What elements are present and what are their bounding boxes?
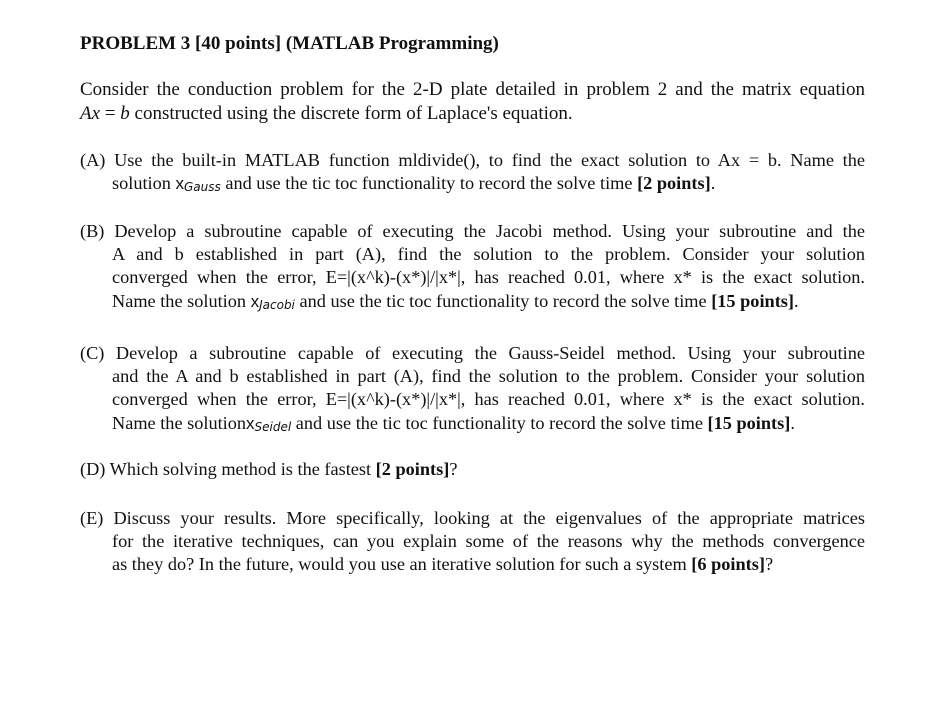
part-b-line-2: A and b established in part (A), find the solution to the problem. Consider your solution [112,244,865,265]
part-a-line-2 [80,172,865,199]
part-a-line-1: (A) Use the built-in MATLAB function mldivide(), to find the exact solution to Ax = b. Name the [80,150,865,170]
part-a-end: . [710,173,716,194]
part-c [80,342,865,439]
var-x-jacobi-subscript: Jacobi [259,297,295,312]
var-x-gauss-subscript: Gauss [184,180,221,195]
part-e-line-1: (E) Discuss your results. More specifically, looking at the eigenvalues of the appropriate matrices [80,508,865,528]
math-equals: = [100,102,121,124]
part-a-points: [2 points] [637,173,711,194]
math-ax: Ax [80,102,101,124]
var-x-gauss: x [175,174,184,194]
part-e-points: [6 points] [691,554,765,575]
part-d-end: ? [449,459,458,479]
part-c-line-4 [80,412,865,439]
part-c-line-4-text: and use the tic toc functionality to record the solve time [291,412,708,433]
intro-line-1: Consider the conduction problem for the 2-D plate detailed in problem 2 and the matrix equation [80,79,865,100]
intro-line-2 [80,102,865,126]
part-b [80,220,865,317]
part-d-line-1 [80,458,865,481]
var-x-seidel-subscript: Seidel [254,419,292,434]
part-c-points: [15 points] [707,412,791,433]
part-e-line-2: for the iterative techniques, can you explain some of the reasons why the methods convergence [112,531,865,552]
part-c-end: . [790,412,795,433]
part-c-line-1: (C) Develop a subroutine capable of executing the Gauss-Seidel method. Using your subroutine [80,343,865,363]
part-c-line-3: converged when the error, E=|(x^k)-(x*)|/|x*|, has reached 0.01, where x* is the exact solution. [112,389,865,410]
part-a [80,149,865,199]
part-b-line-4-text: and use the tic toc functionality to record the solve time [294,290,712,311]
part-b-line-1: (B) Develop a subroutine capable of executing the Jacobi method. Using your subroutine and the [80,221,865,241]
var-x-jacobi: x [250,291,260,311]
part-e-line-3 [80,553,865,576]
part-e-end: ? [764,554,774,575]
var-x-seidel: x [246,413,255,433]
part-c-line-2: and the A and b established in part (A), find the solution to the problem. Consider your solution [112,366,865,387]
part-e-question: as they do? In the future, would you use an iterative solution for such a system [112,554,692,575]
part-e [80,507,865,577]
problem-title: PROBLEM 3 [40 points] (MATLAB Programming) [80,33,499,54]
math-b: b [120,102,130,124]
intro-line-2-text: constructed using the discrete form of Laplace's equation. [129,102,573,124]
part-a-line-2-text: and use the tic toc functionality to record the solve time [220,173,638,194]
part-d [80,458,865,481]
part-b-points: [15 points] [711,290,794,311]
intro-paragraph [80,78,865,125]
part-d-question: (D) Which solving method is the fastest [80,459,376,479]
part-b-line-4 [80,290,865,317]
part-d-points: [2 points] [375,459,450,479]
part-a-solution-label: solution [112,173,176,194]
part-c-solution-label: Name the solution [112,412,247,433]
part-b-line-3: converged when the error, E=|(x^k)-(x*)|/|x*|, has reached 0.01, where x* is the exact solution. [112,267,865,288]
part-b-solution-label: Name the solution [112,290,251,311]
part-b-end: . [794,290,799,311]
